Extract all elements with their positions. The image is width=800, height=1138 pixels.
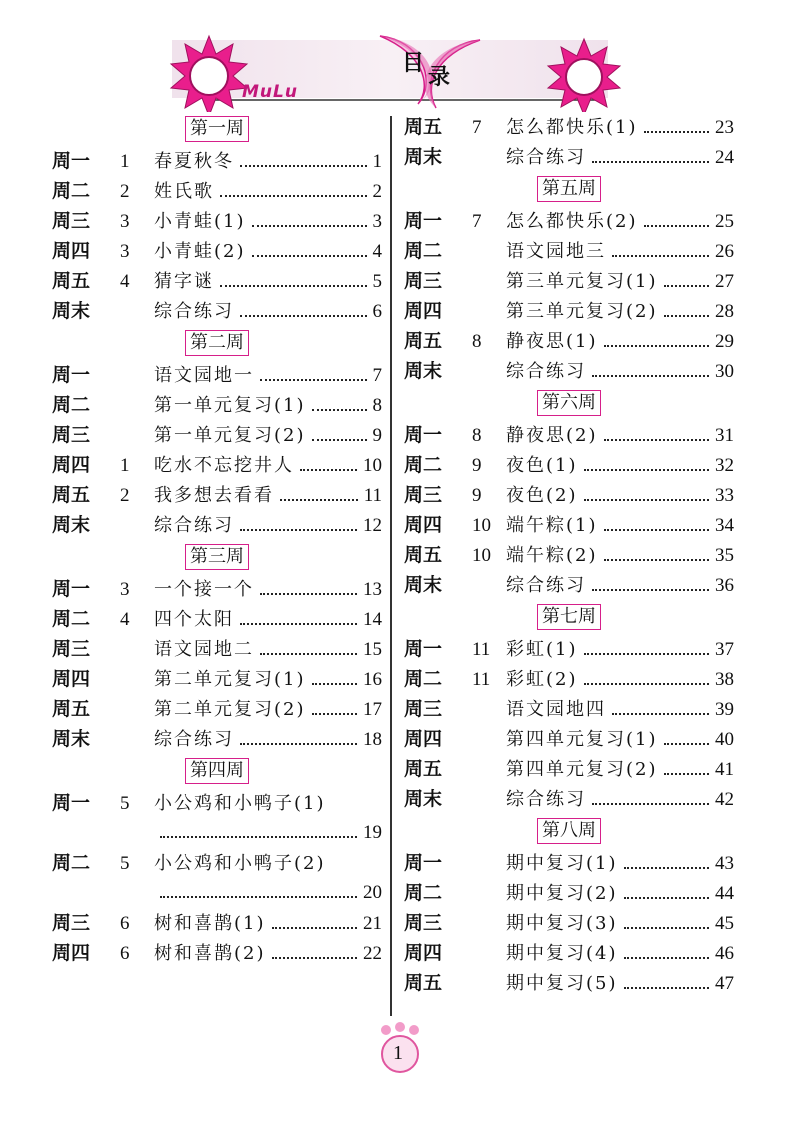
entry-page: 25 (715, 211, 734, 232)
header-banner (0, 0, 800, 112)
toc-entry[interactable] (404, 326, 734, 356)
entry-title: 树和喜鹊(1) (154, 913, 266, 934)
entry-lesson-number: 2 (120, 485, 130, 506)
entry-title: 综合练习 (154, 515, 234, 536)
entry-page: 9 (372, 425, 382, 446)
page-number: 1 (393, 1042, 403, 1064)
entry-title: 第四单元复习(2) (506, 759, 658, 780)
week-label: 第三周 (185, 544, 249, 570)
entry-page: 2 (372, 181, 382, 202)
entry-title: 怎么都快乐(2) (506, 211, 638, 232)
entry-title: 综合练习 (506, 147, 586, 168)
entry-lesson-number: 11 (472, 639, 491, 660)
entry-title: 第二单元复习(2) (154, 699, 306, 720)
entry-page: 7 (372, 365, 382, 386)
entry-title: 期中复习(5) (506, 973, 618, 994)
toc-entry[interactable] (404, 570, 734, 600)
toc-entry[interactable] (404, 236, 734, 266)
entry-day: 周三 (404, 484, 443, 506)
entry-day: 周五 (404, 758, 443, 780)
entry-title: 期中复习(2) (506, 883, 618, 904)
entry-page: 23 (715, 117, 734, 138)
entry-page: 40 (715, 729, 734, 750)
week-label: 第五周 (537, 176, 601, 202)
week-label: 第六周 (537, 390, 601, 416)
leader-dots (300, 469, 357, 471)
toc-entry[interactable] (52, 360, 382, 390)
entry-day: 周末 (52, 514, 91, 536)
entry-day: 周末 (404, 146, 443, 168)
entry-title: 语文园地四 (506, 699, 606, 720)
toc-entry[interactable] (404, 420, 734, 450)
entry-title: 期中复习(1) (506, 853, 618, 874)
leader-dots (624, 987, 710, 989)
toc-entry[interactable] (404, 356, 734, 386)
entry-day: 周三 (52, 210, 91, 232)
toc-entry[interactable] (52, 480, 382, 510)
week-heading (404, 174, 734, 204)
toc-entry[interactable] (52, 574, 382, 604)
entry-page: 42 (715, 789, 734, 810)
toc-entry[interactable] (52, 788, 382, 818)
header-title-char-1: 目 (402, 51, 425, 76)
entry-day: 周四 (404, 300, 443, 322)
leader-dots (664, 773, 710, 775)
entry-day: 周三 (52, 424, 91, 446)
entry-lesson-number: 11 (472, 669, 491, 690)
entry-title: 小公鸡和小鸭子(2) (154, 853, 326, 874)
entry-page: 38 (715, 669, 734, 690)
entry-page: 28 (715, 301, 734, 322)
entry-title: 姓氏歌 (154, 181, 214, 202)
entry-title: 第三单元复习(2) (506, 301, 658, 322)
entry-page: 19 (363, 822, 382, 843)
entry-day: 周三 (404, 270, 443, 292)
toc-entry[interactable] (404, 938, 734, 968)
leader-dots (604, 439, 710, 441)
entry-title: 第四单元复习(1) (506, 729, 658, 750)
entry-page: 30 (715, 361, 734, 382)
leader-dots (584, 653, 710, 655)
entry-page: 34 (715, 515, 734, 536)
entry-lesson-number: 10 (472, 515, 491, 536)
leader-dots (664, 315, 710, 317)
entry-page: 22 (363, 943, 382, 964)
leader-dots (664, 743, 710, 745)
entry-title: 综合练习 (506, 575, 586, 596)
leader-dots (252, 255, 367, 257)
entry-page: 10 (363, 455, 382, 476)
entry-lesson-number: 5 (120, 793, 130, 814)
entry-title: 第一单元复习(1) (154, 395, 306, 416)
leader-dots (220, 285, 367, 287)
entry-day: 周一 (52, 364, 91, 386)
entry-lesson-number: 6 (120, 943, 130, 964)
week-label: 第七周 (537, 604, 601, 630)
toc-entry[interactable] (404, 480, 734, 510)
leader-dots (604, 345, 710, 347)
leader-dots (260, 653, 357, 655)
toc-entry-continuation[interactable] (52, 818, 382, 848)
entry-lesson-number: 4 (120, 271, 130, 292)
leader-dots (160, 836, 357, 838)
leader-dots (220, 195, 367, 197)
entry-lesson-number: 3 (120, 211, 130, 232)
toc-entry[interactable] (52, 664, 382, 694)
toc-entry[interactable] (52, 176, 382, 206)
entry-lesson-number: 3 (120, 241, 130, 262)
toc-entry-continuation[interactable] (52, 878, 382, 908)
entry-page: 33 (715, 485, 734, 506)
entry-title: 一个接一个 (154, 579, 254, 600)
toc-right-column (404, 112, 734, 998)
entry-day: 周三 (404, 912, 443, 934)
entry-day: 周五 (404, 544, 443, 566)
leader-dots (604, 559, 710, 561)
toc-entry[interactable] (404, 724, 734, 754)
entry-lesson-number: 1 (120, 455, 130, 476)
entry-day: 周二 (52, 180, 91, 202)
leader-dots (312, 683, 358, 685)
leader-dots (644, 225, 710, 227)
toc-entry[interactable] (404, 908, 734, 938)
header-pinyin: MuLu (242, 82, 298, 102)
toc-entry[interactable] (404, 878, 734, 908)
toc-entry[interactable] (52, 510, 382, 540)
week-label: 第八周 (537, 818, 601, 844)
entry-day: 周一 (404, 424, 443, 446)
entry-page: 43 (715, 853, 734, 874)
entry-day: 周一 (404, 638, 443, 660)
entry-title: 静夜思(1) (506, 331, 598, 352)
toc-entry[interactable] (52, 390, 382, 420)
entry-page: 17 (363, 699, 382, 720)
entry-day: 周末 (404, 788, 443, 810)
entry-day: 周二 (404, 668, 443, 690)
toc-entry[interactable] (52, 266, 382, 296)
week-heading (52, 328, 382, 358)
toc-entry[interactable] (52, 604, 382, 634)
toc-left-column (52, 112, 382, 968)
entry-title: 综合练习 (154, 729, 234, 750)
leader-dots (240, 623, 357, 625)
toc-entry[interactable] (404, 510, 734, 540)
entry-day: 周末 (404, 360, 443, 382)
entry-day: 周一 (404, 852, 443, 874)
entry-title: 语文园地一 (154, 365, 254, 386)
entry-title: 第二单元复习(1) (154, 669, 306, 690)
entry-page: 8 (372, 395, 382, 416)
entry-day: 周四 (52, 454, 91, 476)
entry-page: 21 (363, 913, 382, 934)
leader-dots (592, 589, 709, 591)
entry-day: 周二 (404, 240, 443, 262)
leader-dots (624, 867, 710, 869)
entry-page: 45 (715, 913, 734, 934)
toc-entry[interactable] (404, 450, 734, 480)
entry-title: 树和喜鹊(2) (154, 943, 266, 964)
entry-title: 小公鸡和小鸭子(1) (154, 793, 326, 814)
entry-title: 怎么都快乐(1) (506, 117, 638, 138)
entry-title: 彩虹(1) (506, 639, 578, 660)
leader-dots (272, 927, 358, 929)
entry-page: 3 (372, 211, 382, 232)
entry-title: 期中复习(3) (506, 913, 618, 934)
entry-page: 14 (363, 609, 382, 630)
entry-day: 周四 (404, 514, 443, 536)
entry-lesson-number: 10 (472, 545, 491, 566)
entry-day: 周五 (52, 270, 91, 292)
entry-title: 语文园地二 (154, 639, 254, 660)
toc-entry[interactable] (404, 206, 734, 236)
toc-entry[interactable] (404, 266, 734, 296)
leader-dots (584, 499, 710, 501)
entry-title: 夜色(2) (506, 485, 578, 506)
entry-day: 周五 (52, 484, 91, 506)
entry-title: 小青蛙(2) (154, 241, 246, 262)
entry-day: 周五 (404, 972, 443, 994)
entry-day: 周一 (404, 210, 443, 232)
entry-lesson-number: 1 (120, 151, 130, 172)
entry-day: 周三 (404, 698, 443, 720)
leader-dots (584, 469, 710, 471)
entry-page: 37 (715, 639, 734, 660)
entry-title: 第三单元复习(1) (506, 271, 658, 292)
entry-day: 周二 (404, 882, 443, 904)
leader-dots (240, 315, 367, 317)
entry-title: 静夜思(2) (506, 425, 598, 446)
leader-dots (240, 743, 357, 745)
entry-day: 周三 (52, 912, 91, 934)
toc-entry[interactable] (404, 848, 734, 878)
entry-day: 周末 (404, 574, 443, 596)
week-heading (52, 756, 382, 786)
entry-page: 11 (363, 485, 382, 506)
entry-title: 我多想去看看 (154, 485, 274, 506)
leader-dots (240, 529, 357, 531)
entry-page: 47 (715, 973, 734, 994)
entry-page: 24 (715, 147, 734, 168)
entry-title: 小青蛙(1) (154, 211, 246, 232)
week-heading (52, 542, 382, 572)
leader-dots (312, 439, 367, 441)
entry-title: 端午粽(1) (506, 515, 598, 536)
entry-title: 期中复习(4) (506, 943, 618, 964)
entry-title: 语文园地三 (506, 241, 606, 262)
leader-dots (280, 499, 358, 501)
entry-page: 35 (715, 545, 734, 566)
leader-dots (240, 165, 367, 167)
toc-entry[interactable] (404, 694, 734, 724)
entry-lesson-number: 3 (120, 579, 130, 600)
toc-entry[interactable] (52, 450, 382, 480)
entry-lesson-number: 4 (120, 609, 130, 630)
toc-entry[interactable] (52, 938, 382, 968)
entry-page: 36 (715, 575, 734, 596)
entry-page: 26 (715, 241, 734, 262)
entry-lesson-number: 9 (472, 485, 482, 506)
toc-entry[interactable] (404, 634, 734, 664)
entry-page: 18 (363, 729, 382, 750)
entry-title: 四个太阳 (154, 609, 234, 630)
leader-dots (612, 255, 709, 257)
entry-day: 周五 (404, 116, 443, 138)
week-heading (404, 388, 734, 418)
entry-page: 39 (715, 699, 734, 720)
leader-dots (624, 957, 710, 959)
week-heading (404, 602, 734, 632)
toc-entry[interactable] (404, 784, 734, 814)
week-label: 第一周 (185, 116, 249, 142)
entry-lesson-number: 2 (120, 181, 130, 202)
entry-page: 13 (363, 579, 382, 600)
entry-page: 6 (372, 301, 382, 322)
header-title-char-2: 录 (428, 65, 451, 90)
entry-title: 端午粽(2) (506, 545, 598, 566)
leader-dots (160, 896, 357, 898)
entry-title: 夜色(1) (506, 455, 578, 476)
toc-entry[interactable] (404, 296, 734, 326)
entry-lesson-number: 7 (472, 117, 482, 138)
leader-dots (312, 409, 367, 411)
entry-day: 周一 (52, 150, 91, 172)
entry-page: 31 (715, 425, 734, 446)
entry-title: 春夏秋冬 (154, 151, 234, 172)
toc-entry[interactable] (52, 848, 382, 878)
entry-day: 周二 (52, 852, 91, 874)
entry-title: 综合练习 (154, 301, 234, 322)
leader-dots (312, 713, 358, 715)
entry-day: 周五 (404, 330, 443, 352)
entry-lesson-number: 7 (472, 211, 482, 232)
toc-entry[interactable] (52, 296, 382, 326)
entry-page: 1 (372, 151, 382, 172)
toc-entry[interactable] (52, 236, 382, 266)
leader-dots (612, 713, 709, 715)
toc-entry[interactable] (404, 664, 734, 694)
entry-day: 周四 (52, 942, 91, 964)
entry-day: 周二 (52, 608, 91, 630)
toc-entry[interactable] (404, 754, 734, 784)
entry-day: 周四 (52, 240, 91, 262)
toc-entry[interactable] (52, 206, 382, 236)
entry-day: 周二 (404, 454, 443, 476)
leader-dots (260, 379, 367, 381)
toc-entry[interactable] (404, 112, 734, 142)
toc-entry[interactable] (52, 694, 382, 724)
entry-title: 猜字谜 (154, 271, 214, 292)
week-label: 第四周 (185, 758, 249, 784)
entry-lesson-number: 8 (472, 425, 482, 446)
leader-dots (592, 375, 709, 377)
toc-entry[interactable] (404, 540, 734, 570)
entry-page: 5 (372, 271, 382, 292)
leader-dots (644, 131, 710, 133)
toc-entry[interactable] (52, 146, 382, 176)
toc-entry[interactable] (404, 968, 734, 998)
week-heading (404, 816, 734, 846)
entry-day: 周五 (52, 698, 91, 720)
entry-page: 12 (363, 515, 382, 536)
entry-page: 15 (363, 639, 382, 660)
entry-page: 27 (715, 271, 734, 292)
entry-page: 16 (363, 669, 382, 690)
toc-entry[interactable] (52, 908, 382, 938)
entry-lesson-number: 8 (472, 331, 482, 352)
entry-day: 周四 (52, 668, 91, 690)
entry-page: 20 (363, 882, 382, 903)
entry-page: 29 (715, 331, 734, 352)
leader-dots (592, 161, 709, 163)
entry-title: 综合练习 (506, 361, 586, 382)
leader-dots (584, 683, 710, 685)
entry-page: 32 (715, 455, 734, 476)
entry-day: 周四 (404, 728, 443, 750)
leader-dots (664, 285, 710, 287)
toc-entry[interactable] (52, 634, 382, 664)
entry-title: 综合练习 (506, 789, 586, 810)
entry-page: 46 (715, 943, 734, 964)
leader-dots (624, 897, 710, 899)
entry-lesson-number: 9 (472, 455, 482, 476)
entry-lesson-number: 5 (120, 853, 130, 874)
week-label: 第二周 (185, 330, 249, 356)
entry-title: 第一单元复习(2) (154, 425, 306, 446)
entry-day: 周末 (52, 300, 91, 322)
toc-entry[interactable] (52, 724, 382, 754)
toc-entry[interactable] (404, 142, 734, 172)
entry-day: 周一 (52, 578, 91, 600)
entry-lesson-number: 6 (120, 913, 130, 934)
leader-dots (604, 529, 710, 531)
entry-day: 周二 (52, 394, 91, 416)
column-divider (390, 116, 392, 1016)
leader-dots (272, 957, 358, 959)
entry-day: 周四 (404, 942, 443, 964)
entry-page: 41 (715, 759, 734, 780)
leader-dots (592, 803, 709, 805)
entry-page: 44 (715, 883, 734, 904)
leader-dots (624, 927, 710, 929)
toc-entry[interactable] (52, 420, 382, 450)
entry-page: 4 (372, 241, 382, 262)
entry-day: 周三 (52, 638, 91, 660)
week-heading (52, 114, 382, 144)
leader-dots (260, 593, 357, 595)
entry-title: 彩虹(2) (506, 669, 578, 690)
entry-day: 周一 (52, 792, 91, 814)
entry-day: 周末 (52, 728, 91, 750)
leader-dots (252, 225, 367, 227)
entry-title: 吃水不忘挖井人 (154, 455, 294, 476)
